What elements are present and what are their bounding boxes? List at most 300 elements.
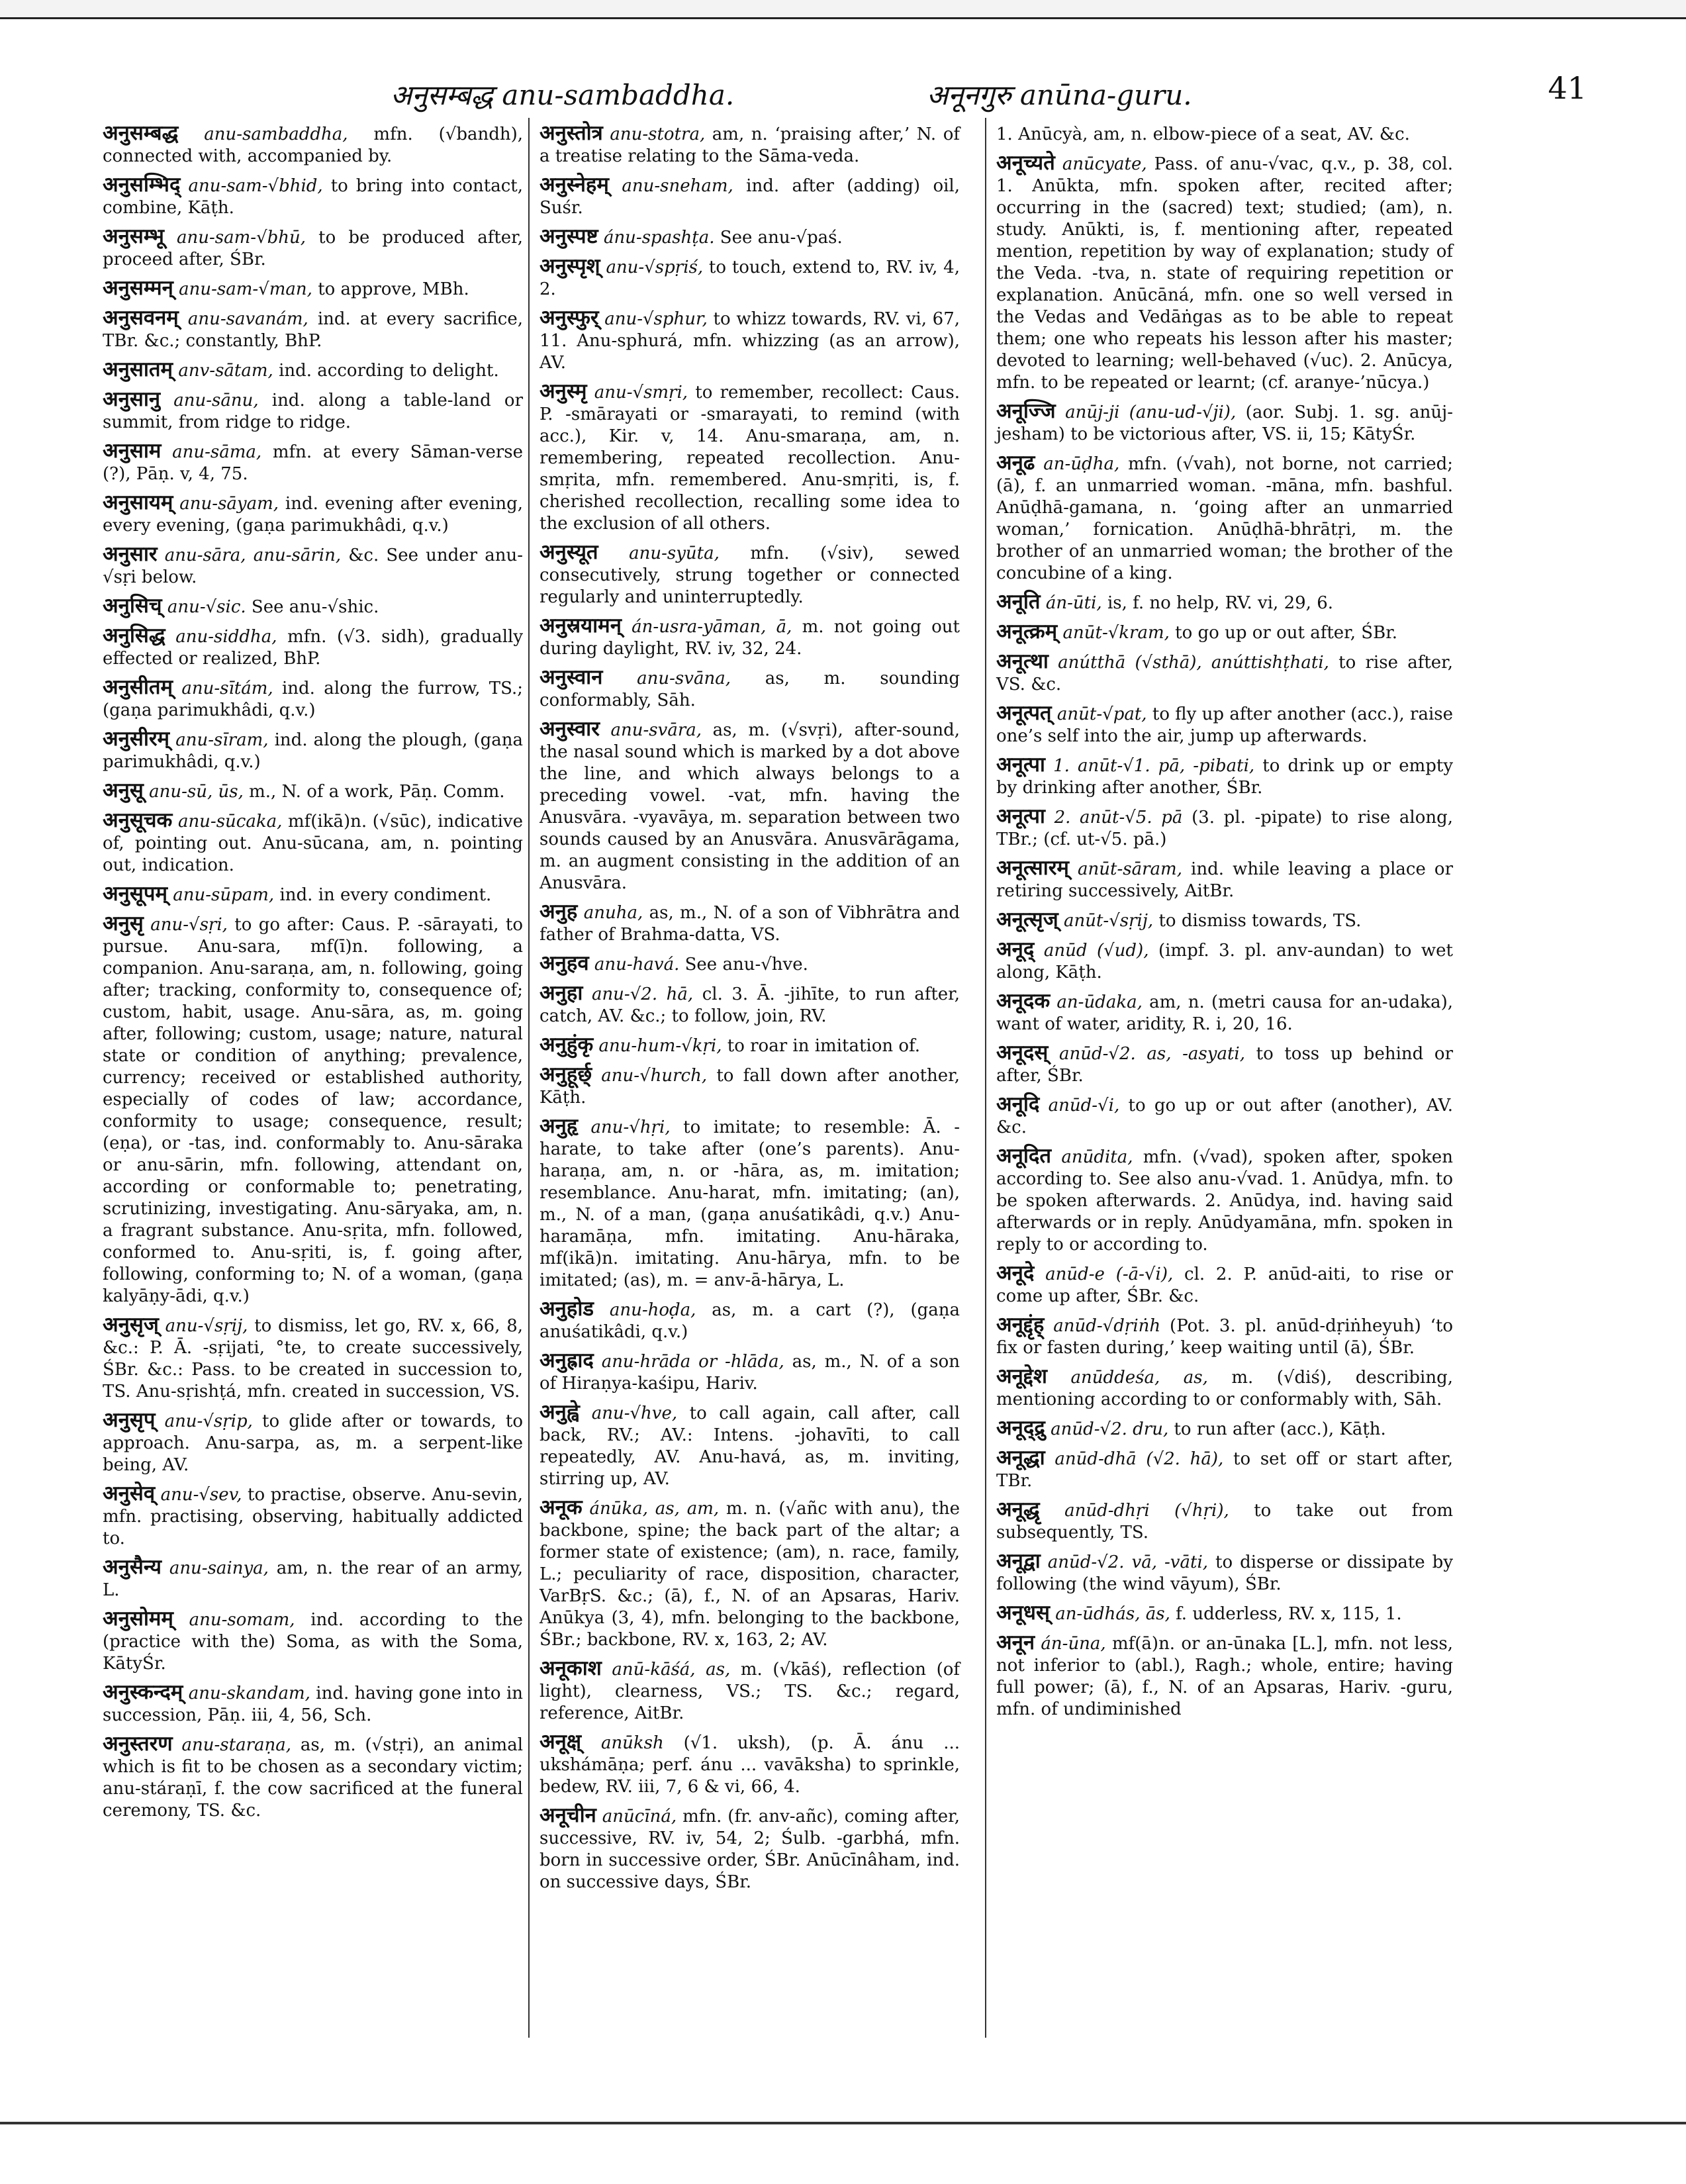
headword: अनुस्रयामन् (539, 614, 622, 638)
headword: अनूत्क्रम् (996, 620, 1058, 643)
dictionary-entry (103, 1409, 523, 1476)
dictionary-entry (103, 440, 523, 485)
dictionary-entry (996, 1447, 1453, 1492)
headword: अनुहोड (539, 1297, 594, 1321)
dictionary-entry (103, 780, 523, 803)
transliteration: anu-√2. hā, (591, 984, 694, 1004)
headword: अनुसातम् (103, 357, 173, 381)
headword: अनुहव (539, 951, 589, 975)
dictionary-entry (539, 1298, 960, 1343)
transliteration: anūt-√pat, (1056, 704, 1147, 724)
dictionary-entry (539, 307, 960, 374)
dictionary-entry (103, 544, 523, 589)
definition: as, m. sounding conformably, Sāh. (539, 669, 960, 710)
transliteration: anū-kāśá, as, (612, 1660, 731, 1680)
transliteration: anútthā (√sthā), anúttishṭhati, (1058, 653, 1329, 673)
headword: अनूत्सृज् (996, 908, 1058, 931)
headword: अनुस्तोत्र (539, 121, 603, 145)
headword: अनुहूर्छ् (539, 1063, 592, 1086)
dictionary-entry (996, 1094, 1453, 1139)
transliteration: anūcīná, (602, 1807, 677, 1827)
dictionary-entry (103, 883, 523, 906)
dictionary-entry (539, 1350, 960, 1395)
headword: अनुह (539, 900, 578, 924)
transliteration: anu-syūta, (629, 544, 720, 563)
dictionary-entry (996, 452, 1453, 585)
headword: अनुस्कन्दम् (103, 1680, 183, 1704)
headword: अनुस्वार (539, 717, 600, 741)
transliteration: anu-sam-√bhid, (188, 176, 323, 196)
transliteration: 1. anūt-√1. pā, -pibati, (1053, 756, 1255, 776)
dictionary-entry (103, 1682, 523, 1727)
headword: अनुस्नेहम् (539, 173, 609, 197)
definition: to approve, MBh. (318, 279, 469, 299)
headword: अनुसिद्ध (103, 624, 165, 647)
definition: as, m., N. of a son of Hiraṇya-kaśipu, Hariv. (539, 1352, 960, 1394)
column-1 (103, 122, 523, 1828)
headword: अनुस्पृश् (539, 254, 600, 278)
definition: mf(ikā)n. (√sūc), indicative of, pointing out. Anu-sūcana, am, n. pointing out, indication. (103, 812, 523, 875)
dictionary-entry (996, 857, 1453, 902)
dictionary-entry (996, 152, 1453, 394)
transliteration: anūt-√kram, (1062, 623, 1170, 643)
headword: अनुसम्भिद् (103, 173, 181, 197)
dictionary-entry (103, 492, 523, 537)
dictionary-entry (996, 1042, 1453, 1087)
transliteration: anu-√spṛiś, (606, 258, 704, 277)
transliteration: anu-√hṛi, (590, 1117, 671, 1137)
dictionary-entry (103, 1483, 523, 1550)
headword: अनूक्ष् (539, 1730, 582, 1754)
headword: अनूद्धा (996, 1446, 1045, 1470)
headword: अनुस्यूत (539, 540, 598, 564)
transliteration: anu-sīram, (175, 730, 269, 750)
transliteration: anu-√hurch, (601, 1066, 708, 1086)
headword: अनुहुंकृ (539, 1033, 594, 1057)
definition: (aor. Subj. 1. sg. anūj-jesham) to be victorious after, VS. ii, 15; KātyŚr. (996, 403, 1454, 444)
definition: m., N. of a work, Pāṇ. Comm. (249, 782, 505, 802)
transliteration: anu-somam, (189, 1610, 295, 1630)
column-3 (996, 122, 1453, 1727)
dictionary-entry (103, 277, 523, 301)
headword: अनुसाम (103, 439, 162, 463)
transliteration: anuha, (583, 903, 643, 923)
scan-bottom-edge (0, 2122, 1686, 2124)
dictionary-entry (996, 122, 1453, 146)
headword: अनुसीतम् (103, 675, 173, 699)
dictionary-entry (996, 651, 1453, 696)
headword: अनुसेव् (103, 1482, 156, 1505)
definition: to fly up after another (acc.), raise one’s self into the air, jump up afterwards. (996, 704, 1453, 746)
transliteration: an-ūḍha, (1043, 454, 1120, 474)
definition: m. not going out during daylight, RV. iv, 32, 24. (539, 617, 960, 659)
dictionary-entry (539, 226, 960, 249)
definition: as, m. (√svṛi), after-sound, the nasal sound which is marked by a dot above the line, and which always belongs to a preceding vowel. -vat, mfn. having the Anusvāra. -vyavāya, m. separation between two sounds caused by an Anusvāra. Anusvārāgama, m. an augment consisting in the addition of an Anusvāra. (539, 720, 960, 893)
headword: अनूकाश (539, 1656, 602, 1680)
transliteration: anūd-√2. vā, -vāti, (1047, 1552, 1209, 1572)
dictionary-entry (539, 1731, 960, 1798)
headword: अनूदे (996, 1261, 1035, 1285)
transliteration: anūddeśa, as, (1070, 1368, 1208, 1388)
definition: mfn. (√vad), spoken after, spoken according to. See also anu-√vad. 1. Anūdya, mfn. to be spoken afterwards. 2. Anūdya, ind. having said afterwards or in reply. Anūdyamāna, mfn. spoken in reply to or according to. (996, 1147, 1453, 1255)
headword: अनुसूचक (103, 808, 173, 832)
definition: ind. according to the (practice with the) Soma, as with the Soma, KātyŚr. (103, 1610, 524, 1674)
definition: cl. 2. P. anūd-aiti, to rise or come up after, ŚBr. &c. (996, 1264, 1454, 1306)
dictionary-entry (996, 990, 1453, 1035)
headword: अनुह्राद (539, 1349, 594, 1372)
dictionary-entry (996, 1417, 1453, 1441)
headword: अनुसृप् (103, 1408, 156, 1432)
headword: अनुसायम् (103, 491, 173, 514)
definition: is, f. no help, RV. vi, 29, 6. (1107, 593, 1333, 613)
headword: अनूद्वा (996, 1549, 1041, 1573)
dictionary-entry (103, 1314, 523, 1403)
definition: to take out from subsequently, TS. (996, 1501, 1454, 1543)
dictionary-entry (539, 256, 960, 301)
definition: ind. along a table-land or summit, from ridge to ridge. (103, 391, 523, 432)
headword: अनुस्फुर् (539, 306, 599, 330)
transliteration: anu-havá. (594, 955, 680, 974)
column-divider (528, 118, 530, 2038)
transliteration: anu-siddha, (175, 627, 277, 647)
definition: to disperse or dissipate by following (the wind vāyum), ŚBr. (996, 1552, 1454, 1594)
dictionary-entry (103, 174, 523, 219)
transliteration: anu-sneham, (622, 176, 733, 196)
headword: अनुसवनम् (103, 306, 179, 330)
headword: अनुसोमम् (103, 1607, 173, 1631)
dictionary-entry (103, 359, 523, 382)
headword: अनुसृ (103, 912, 144, 935)
headword: अनूदि (996, 1092, 1040, 1116)
definition: Pass. of anu-√vac, q.v., p. 38, col. 1. Anūkta, mfn. spoken after, recited after; occurring in the (sacred) text; studied; (am), n. study. Anūkti, is, f. mentioning after, repeated mention, repetition by way of explanation; study of the Veda. -tva, n. state of requiring repetition or explanation. Anūcāná, mfn. one so well versed in the Vedas and Vedāṅgas as to be able to repeat them; one who repeats his lesson after his master; devoted to learning; well-behaved (√uc). 2. Anūcya, mfn. to be repeated or learnt; (cf. aranye-’nūcya.) (996, 154, 1454, 393)
dictionary-entry (539, 615, 960, 660)
definition: mfn. (√vah), not borne, not carried; (ā), f. an unmarried woman. -māna, mfn. bashful. Anūḍhā-gamana, n. ‘going after an unmarried woman,’ fornication. Anūḍhā-bhrātṛi, m. the brother of an unmarried woman; the brother of the concubine of a king. (996, 454, 1453, 583)
headword: अनूत्सारम् (996, 856, 1069, 880)
transliteration: anu-sū, ūs, (149, 782, 244, 802)
definition: to fall down after another, Kāṭh. (539, 1066, 960, 1108)
transliteration: an-ūdhás, ās, (1055, 1604, 1170, 1624)
transliteration: anu-√sphur, (604, 309, 708, 329)
definition: to remember, recollect: Caus. P. -smārayati or -smarayati, to remind (with acc.), Kir. v, 14. Anu-smaraṇa, am, n. remembering, repeated recollection. Anu-smṛita, mfn. remembered. Anu-smṛiti, is, f. cherished recollection, recalling some idea to the exclusion of all others. (539, 383, 960, 534)
transliteration: anūcyate, (1062, 154, 1147, 174)
transliteration: anu-√sic. (167, 597, 246, 617)
transliteration: anu-skandam, (188, 1684, 310, 1703)
transliteration: anv-sātam, (178, 361, 273, 381)
definition: See anu-√shic. (251, 597, 379, 617)
definition: to bring into contact, combine, Kāṭh. (103, 176, 523, 218)
transliteration: anu-√sṛij, (165, 1316, 248, 1336)
definition: &c. See under anu-√sṛi below. (103, 546, 524, 587)
headword: अनुसीरम् (103, 727, 170, 751)
transliteration: 2. anūt-√5. pā (1054, 808, 1183, 828)
dictionary-entry (103, 1556, 523, 1601)
definition: ind. having gone into in succession, Pāṇ. iii, 4, 56, Sch. (103, 1684, 524, 1725)
headword: अनूक (539, 1496, 583, 1519)
dictionary-entry (996, 1602, 1453, 1625)
definition: m. n. (√añc with anu), the backbone, spine; the back part of the altar; a former state of existence; (am), n. race, family, L.; peculiarity of race, disposition, character, VarBṛS. &c.; (ā), f., N. of an Apsaras, Hariv. Anūkya (3, 4), mfn. belonging to the backbone, ŚBr.; backbone, RV. x, 163, 2; AV. (539, 1499, 960, 1650)
definition: to go up or out after, ŚBr. (1175, 623, 1398, 643)
column-2 (539, 122, 960, 1900)
definition: to roar in imitation of. (727, 1036, 920, 1056)
headword: अनूद्धृ (996, 1497, 1040, 1521)
headword: अनूढ (996, 451, 1035, 475)
headword: अनुसैन्य (103, 1555, 162, 1579)
dictionary-entry (103, 810, 523, 877)
definition: ind. at every sacrifice, TBr. &c.; constantly, BhP. (103, 309, 524, 351)
definition: to rise after, VS. &c. (996, 653, 1453, 694)
transliteration: anu-sainya, (169, 1558, 269, 1578)
transliteration: anu-svāna, (637, 669, 731, 688)
definition: ind. along the furrow, TS.; (gaṇa parimukhâdi, q.v.) (103, 679, 524, 720)
transliteration: anu-sūpam, (173, 885, 275, 905)
definition: ind. while leaving a place or retiring successively, AitBr. (996, 859, 1453, 901)
dictionary-entry (539, 667, 960, 712)
headword: अनुहा (539, 981, 583, 1005)
transliteration: ánu-spashṭa. (603, 228, 715, 248)
transliteration: an-ūdaka, (1056, 992, 1143, 1012)
transliteration: anūdita, (1061, 1147, 1133, 1167)
definition: cl. 3. Ā. -jihīte, to run after, catch, AV. &c.; to follow, join, RV. (539, 984, 960, 1026)
headword: अनुसृज् (103, 1313, 159, 1337)
dictionary-entry (539, 1064, 960, 1109)
headword: अनूधस् (996, 1601, 1050, 1625)
transliteration: anūd-√dṛiṅh (1053, 1316, 1161, 1336)
transliteration: anu-√smṛi, (594, 383, 688, 403)
headword: अनुस्वान (539, 665, 603, 689)
headword: अनुसम्मन् (103, 276, 173, 300)
definition: to glide after or towards, to approach. Anu-sarpa, as, m. a serpent-like being, AV. (103, 1411, 524, 1475)
transliteration: án-ūna, (1041, 1634, 1106, 1654)
transliteration: anu-sūcaka, (177, 812, 283, 831)
transliteration: anu-sītám, (181, 679, 273, 698)
headword: अनूच्यते (996, 151, 1055, 175)
definition: to imitate; to resemble: Ā. -harate, to take after (one’s parents). Anu-haraṇa, am, n. or -hāra, as, m. imitation; resemblance. Anu-harat, mfn. imitating; (an), m., N. of a man, (gaṇa anuśatikâdi, q.v.) Anu-haramāṇa, mfn. imitating. Anu-hāraka, mf(ikā)n. imitating. Anu-hārya, mfn. to be imitated; (as), m. = anv-ā-hārya, L. (539, 1117, 960, 1290)
definition: ind. along the plough, (gaṇa parimukhâdi, q.v.) (103, 730, 523, 772)
definition: to dismiss towards, TS. (1158, 911, 1362, 931)
definition: to go after: Caus. P. -sārayati, to pursue. Anu-sara, mf(ī)n. following, a companion. Anu-saraṇa, am, n. following, going after; tracking, conformity to, consequence of; custom, habit, usage. Anu-sāra, as, m. going after, following; custom, usage; nature, natural state or condition of anything; prevalence, currency; received or established authority, especially of codes of law; accordance, conformity to usage; consequence, result; (eṇa), or -tas, ind. conformably to. Anu-sāraka or anu-sārin, mfn. following, attendant on, according or conformable to; penetrating, scrutinizing, investigating. Anu-sāryaka, am, n. a fragrant substance. Anu-sṛita, mfn. followed, conformed to. Anu-sṛiti, is, f. going after, following, conforming to; N. of a woman, (gaṇa kalyāṇy-ādi, q.v.) (103, 915, 524, 1306)
transliteration: anūd (√ud), (1043, 941, 1149, 961)
headword: अनूद्द्रु (996, 1416, 1045, 1440)
transliteration: anūd-√2. as, -asyati, (1058, 1044, 1245, 1064)
definition: ind. evening after evening, every evening, (gaṇa parimukhâdi, q.v.) (103, 494, 524, 536)
headword: अनूत्पा (996, 753, 1045, 777)
transliteration: anu-svāra, (610, 720, 702, 740)
headword: अनुहृ (539, 1114, 578, 1138)
dictionary-entry (103, 913, 523, 1307)
definition: to toss up behind or after, ŚBr. (996, 1044, 1454, 1086)
headword: अनूदित (996, 1144, 1052, 1168)
definition: am, n. (metri causa for an-udaka), want of water, aridity, R. i, 20, 16. (996, 992, 1453, 1034)
definition: m. (√kāś), reflection (of light), clearness, VS.; TS. &c.; regard, reference, AitBr. (539, 1660, 960, 1723)
definition: ind. according to delight. (279, 361, 499, 381)
dictionary-entry (996, 909, 1453, 932)
definition: (impf. 3. pl. anv-aundan) to wet along, Kāṭh. (996, 941, 1454, 982)
dictionary-entry (539, 953, 960, 976)
dictionary-entry (539, 982, 960, 1027)
definition: as, m., N. of a son of Vibhrātra and father of Brahma-datta, VS. (539, 903, 960, 945)
dictionary-entry (996, 1262, 1453, 1307)
definition: 1. Anūcyà, am, n. elbow-piece of a seat, AV. &c. (996, 124, 1410, 144)
left-running-head: अनुसम्बद्ध anu-sambaddha. (391, 79, 735, 111)
page-header (99, 66, 1587, 113)
headword: अनूत्पत् (996, 701, 1052, 725)
dictionary-entry (539, 174, 960, 219)
headword: अनुसम्बद्ध (103, 121, 179, 145)
definition: mfn. (√siv), sewed consecutively, strung together or connected regularly and uninterruptedly. (539, 544, 960, 607)
dictionary-entry (103, 595, 523, 618)
transliteration: án-usra-yāman, ā, (632, 617, 792, 637)
dictionary-entry (996, 1366, 1453, 1411)
transliteration: anūt-√sṛij, (1063, 911, 1154, 931)
dictionary-entry (539, 1805, 960, 1893)
headword: अनूज्जि (996, 399, 1056, 423)
transliteration: anu-sāyam, (179, 494, 279, 514)
transliteration: anu-sānu, (173, 391, 259, 410)
transliteration: anūd-dhā (√2. hā), (1054, 1449, 1224, 1469)
transliteration: ánūka, as, am, (589, 1499, 720, 1519)
transliteration: anūj-ji (anu-ud-√ji), (1065, 403, 1237, 422)
headword: अनुस्तरण (103, 1732, 173, 1756)
headword: अनुस्मृ (539, 379, 587, 403)
headword: अनूद्दृंह् (996, 1313, 1045, 1337)
dictionary-entry (103, 307, 523, 352)
headword: अनूद् (996, 937, 1035, 961)
definition: to dismiss, let go, RV. x, 66, 8, &c.: P. Ā. -sṛijati, °te, to create successively, ŚBr. &c.: Pass. to be created in succession to, TS. Anu-sṛishṭá, mfn. created in succession, VS. (103, 1316, 524, 1401)
definition: See anu-√hve. (684, 955, 808, 974)
definition: mfn. (√3. sidh), gradually effected or realized, BhP. (103, 627, 524, 669)
dictionary-entry (996, 1499, 1453, 1544)
dictionary-entry (103, 1608, 523, 1675)
dictionary-entry (996, 1314, 1453, 1359)
transliteration: anu-hoḍa, (609, 1300, 696, 1320)
transliteration: anūd-e (-ā-√i), (1045, 1264, 1174, 1284)
headword: अनुसिच् (103, 594, 162, 618)
right-running-head: अनूनगुरु anūna-guru. (927, 79, 1192, 111)
dictionary-entry (996, 939, 1453, 984)
definition: to whizz towards, RV. vi, 67, 11. Anu-sphurá, mfn. whizzing (as an arrow), AV. (539, 309, 960, 373)
definition: mfn. (fr. anv-añc), coming after, successive, RV. iv, 54, 2; Śulb. -garbhá, mfn. born in successive order, ŚBr. Anūcīnâham, ind. on successive days, ŚBr. (539, 1807, 960, 1892)
dictionary-entry (996, 806, 1453, 851)
transliteration: anu-√sṛi, (150, 915, 228, 935)
definition: See anu-√paś. (720, 228, 843, 248)
definition: as, m. (√stṛi), an animal which is fit to be chosen as a secondary victim; anu-stáraṇī, f. the cow sacrificed at the funeral ceremony, TS. &c. (103, 1735, 524, 1821)
definition: (3. pl. -pipate) to rise along, TBr.; (cf. ut-√5. pā.) (996, 808, 1453, 849)
transliteration: anu-√sev, (160, 1485, 242, 1505)
transliteration: anu-sāra, anu-sārin, (164, 546, 342, 565)
headword: अनूति (996, 590, 1041, 614)
dictionary-entry (103, 389, 523, 434)
dictionary-entry (103, 1733, 523, 1822)
definition: to drink up or empty by drinking after another, ŚBr. (996, 756, 1454, 798)
definition: m. (√diś), describing, mentioning according to or conformably with, Sāh. (996, 1368, 1453, 1409)
headword: अनुह्वे (539, 1400, 580, 1424)
headword: अनूत्पा (996, 804, 1045, 828)
headword: अनुसम्भू (103, 224, 164, 248)
transliteration: anu-hum-√kṛi, (598, 1036, 722, 1056)
transliteration: anūd-√2. dru, (1051, 1419, 1169, 1439)
dictionary-entry (996, 621, 1453, 644)
transliteration: anūd-dhṛi (√hṛi), (1064, 1501, 1229, 1521)
column-divider (985, 118, 986, 2038)
transliteration: anūt-sāram, (1078, 859, 1182, 879)
dictionary-entry (539, 1034, 960, 1057)
page-number: 41 (1548, 70, 1587, 106)
scan-top-edge (0, 0, 1686, 19)
dictionary-entry (539, 718, 960, 894)
dictionary-entry (103, 625, 523, 670)
definition: to set off or start after, TBr. (996, 1449, 1454, 1491)
transliteration: anu-stotra, (610, 124, 706, 144)
dictionary-entry (996, 702, 1453, 747)
transliteration: anu-√hve, (591, 1403, 678, 1423)
transliteration: anu-√sṛip, (164, 1411, 253, 1431)
transliteration: anu-hrāda or -hlāda, (601, 1352, 784, 1372)
definition: am, n. the rear of an army, L. (103, 1558, 524, 1600)
dictionary-entry (996, 754, 1453, 799)
definition: to run after (acc.), Kāṭh. (1174, 1419, 1386, 1439)
definition: to call again, call after, call back, RV.; AV.: Intens. -johavīti, to call repeatedly, AV. Anu-havá, as, m. inviting, stirring up, AV. (539, 1403, 960, 1489)
headword: अनूदक (996, 989, 1051, 1013)
dictionary-entry (539, 381, 960, 535)
dictionary-entry (996, 1632, 1453, 1721)
headword: अनुस्पष्ट (539, 224, 598, 248)
dictionary-entry (103, 122, 523, 167)
headword: अनुसार (103, 542, 158, 566)
definition: mf(ā)n. or an-ūnaka [L.], mfn. not less, not inferior to (abl.), Ragh.; whole, entire; having full power; (ā), f., N. of an Apsaras, Hariv. -guru, mfn. of undiminished (996, 1634, 1454, 1719)
definition: f. udderless, RV. x, 115, 1. (1176, 1604, 1402, 1624)
definition: to practise, observe. Anu-sevin, mfn. practising, observing, habitually addicted to. (103, 1485, 524, 1548)
dictionary-entry (103, 677, 523, 722)
dictionary-entry (539, 901, 960, 946)
dictionary-entry (103, 728, 523, 773)
dictionary-entry (103, 226, 523, 271)
headword: अनुसूपम् (103, 882, 167, 906)
definition: to touch, extend to, RV. iv, 4, 2. (539, 258, 960, 299)
headword: अनूत्था (996, 649, 1049, 673)
transliteration: anu-sambaddha, (204, 124, 348, 144)
headword: अनुसानु (103, 387, 161, 411)
transliteration: anu-sam-√man, (179, 279, 312, 299)
headword: अनूदस् (996, 1041, 1049, 1065)
dictionary-entry (539, 1401, 960, 1490)
dictionary-entry (539, 122, 960, 167)
dictionary-entry (539, 1116, 960, 1292)
definition: to go up or out after (another), AV. &c. (996, 1096, 1453, 1137)
dictionary-entry (996, 1550, 1453, 1595)
definition: as, m. a cart (?), (gaṇa anuśatikâdi, q.v.) (539, 1300, 960, 1342)
definition: (Pot. 3. pl. anūd-dṛiṅheyuh) ‘to fix or fasten during,’ keep waiting until (ā), ŚBr. (996, 1316, 1454, 1358)
dictionary-entry (539, 1497, 960, 1651)
transliteration: anu-sam-√bhū, (177, 228, 306, 248)
definition: mfn. (√bandh), connected with, accompanied by. (103, 124, 524, 166)
dictionary-entry (539, 1658, 960, 1725)
transliteration: anu-staraṇa, (181, 1735, 292, 1755)
definition: mfn. at every Sāman-verse (?), Pāṇ. v, 4, 75. (103, 442, 524, 484)
definition: (√1. uksh), (p. Ā. ánu ... ukshámāṇa; perf. ánu ... vavāksha) to sprinkle, bedew, RV. iii, 7, 6 & vi, 66, 4. (539, 1733, 960, 1797)
definition: ind. in every condiment. (279, 885, 492, 905)
headword: अनूद्देश (996, 1364, 1047, 1388)
transliteration: anu-sāma, (172, 442, 262, 462)
transliteration: anu-savanám, (187, 309, 308, 329)
transliteration: anūksh (600, 1733, 664, 1753)
transliteration: án-ūti, (1045, 593, 1102, 613)
dictionary-entry (996, 591, 1453, 614)
dictionary-entry (539, 542, 960, 608)
definition: ind. after (adding) oil, Suśr. (539, 176, 960, 218)
headword: अनून (996, 1631, 1035, 1654)
transliteration: anūd-√i, (1048, 1096, 1120, 1116)
headword: अनूचीन (539, 1803, 596, 1827)
